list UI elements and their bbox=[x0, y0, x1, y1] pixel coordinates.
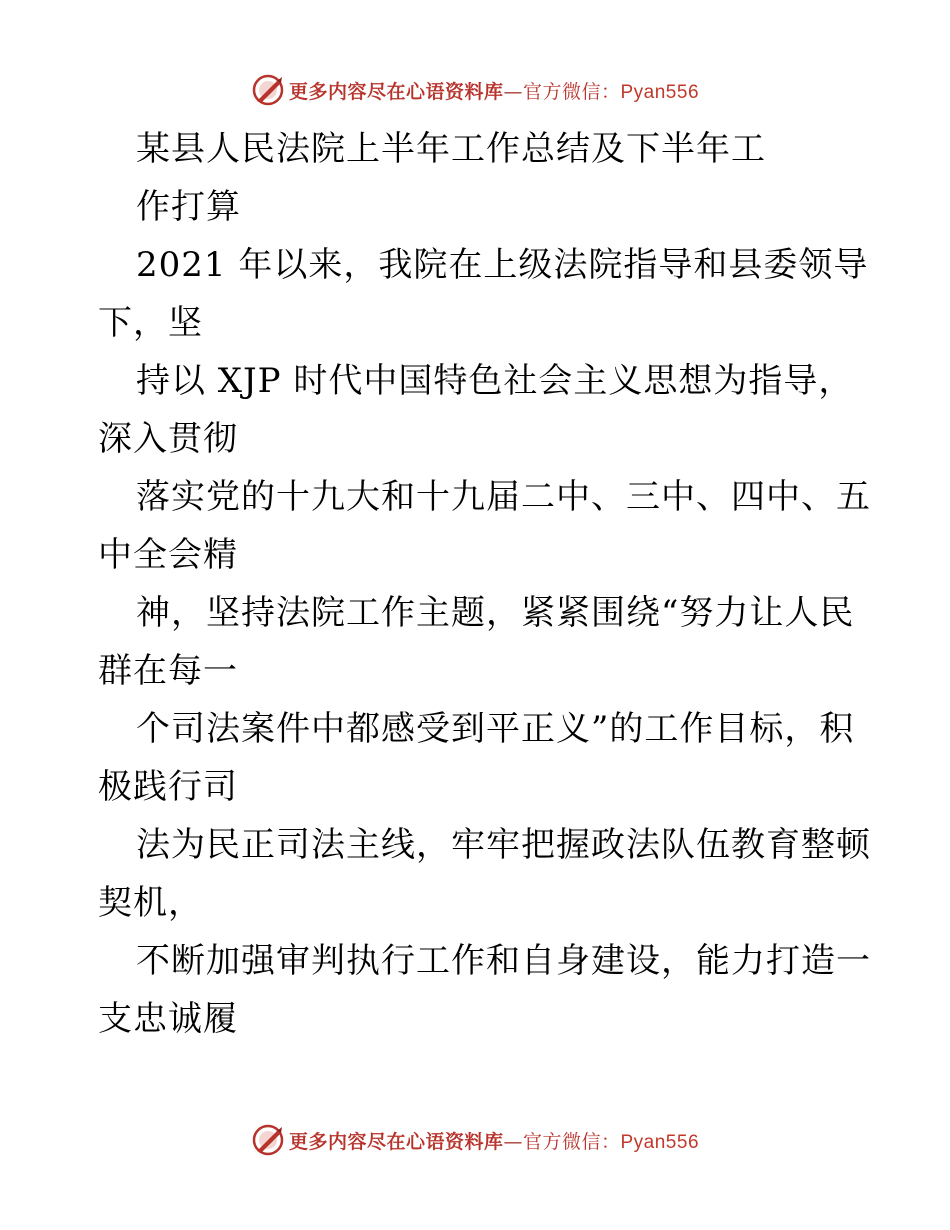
body-line: 下，坚 bbox=[98, 303, 203, 343]
body-line: 法为民正司法主线，牢牢把握政法队伍教育整顿 bbox=[136, 825, 871, 865]
body-line: 持以 XJP 时代中国特色社会主义思想为指导， bbox=[136, 361, 854, 401]
body-line: 支忠诚履 bbox=[98, 999, 238, 1039]
header-banner-dash: — bbox=[503, 80, 523, 103]
header-banner-inner bbox=[251, 73, 699, 107]
footer-banner-inner bbox=[251, 1123, 699, 1157]
footer-banner-dash: — bbox=[503, 1130, 523, 1153]
header-banner-sub: 官方微信： bbox=[522, 80, 621, 103]
body-line: 某县人民法院上半年工作总结及下半年工 bbox=[136, 129, 766, 169]
header-banner-text bbox=[289, 77, 699, 104]
footer-banner-id: Pyan556 bbox=[620, 1131, 700, 1153]
quill-seal-icon bbox=[251, 1123, 285, 1157]
header-banner bbox=[0, 70, 950, 110]
body-line: 作打算 bbox=[136, 187, 241, 227]
body-line: 神，坚持法院工作主题，紧紧围绕“努力让人民 bbox=[136, 593, 855, 633]
body-line: 深入贯彻 bbox=[98, 419, 238, 459]
footer-banner-text bbox=[289, 1127, 699, 1154]
footer-banner-main: 更多内容尽在心语资料库 bbox=[288, 1130, 504, 1153]
body-line: 个司法案件中都感受到平正义”的工作目标，积 bbox=[136, 709, 855, 749]
footer-banner bbox=[0, 1120, 950, 1160]
body-line: 群在每一 bbox=[98, 651, 238, 691]
body-line: 落实党的十九大和十九届二中、三中、四中、五 bbox=[136, 477, 871, 517]
footer-banner-sub: 官方微信： bbox=[522, 1130, 621, 1153]
body-line: 不断加强审判执行工作和自身建设，能力打造一 bbox=[136, 941, 871, 981]
body-line: 极践行司 bbox=[98, 767, 238, 807]
body-line: 契机， bbox=[98, 883, 203, 923]
header-banner-id: Pyan556 bbox=[620, 81, 700, 103]
body-line: 中全会精 bbox=[98, 535, 238, 575]
header-banner-main: 更多内容尽在心语资料库 bbox=[288, 80, 504, 103]
quill-seal-icon bbox=[251, 73, 285, 107]
body-line: 2021 年以来，我院在上级法院指导和县委领导 bbox=[136, 245, 869, 285]
document-body bbox=[98, 120, 871, 1048]
